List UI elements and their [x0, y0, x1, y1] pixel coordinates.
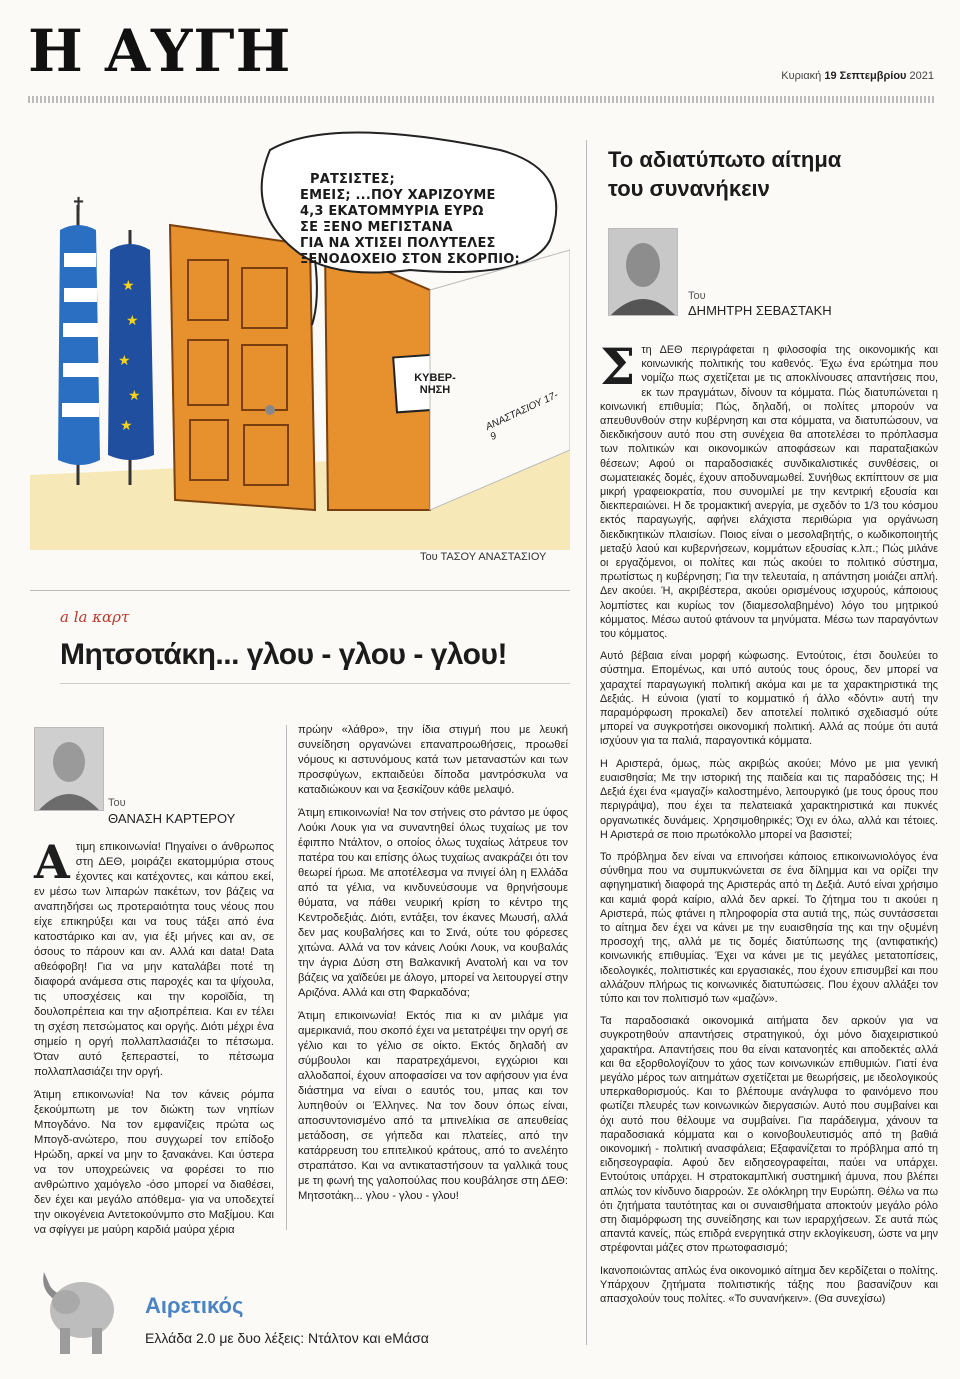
left-byline-name: ΘΑΝΑΣΗ ΚΑΡΤΕΡΟΥ [108, 811, 236, 826]
cartoon-signature: ΑΝΑΣΤΑΣΙΟΥ 17-9 [484, 389, 560, 443]
credit-name: ΤΑΣΟΥ ΑΝΑΣΤΑΣΙΟΥ [440, 551, 547, 563]
speech-line: ΡΑΤΣΙΣΤΕΣ; [310, 172, 395, 187]
speech-line: 4,3 ΕΚΑΤΟΜΜΥΡΙΑ ΕΥΡΩ [300, 204, 484, 219]
speech-line: ΣΕ ΞΕΝΟ ΜΕΓΙΣΤΑΝΑ [300, 220, 453, 235]
cartoon-speech [280, 172, 560, 268]
eu-flag [108, 244, 154, 460]
paragraph: Αυτό βέβαια είναι μορφή κώφωσης. Εντούτοις, έτσι δουλεύει το σύστημα. Επομένως, και υπό αυτούς τους όρους, δεν μπορεί να χαραχτεί παραγωγική πολιτική ακόμα και με τα χαρακτηριστικά της Δεξιάς. Η εύνοια (γιατί το κομματικό ή άλλο «δόντι» αυτή την παραμόρφωση προκαλεί) δεν αποτελεί πολιτικό σχεδιασμό ούτε μπορεί να συγκροτήσει οικονομική πολιτική. Αλλά ας πούμε ότι αυτά ισχύουν για τα παλιά, παραγοντικά κόμματα. [600, 650, 938, 748]
left-column-divider [286, 725, 287, 1230]
right-byline-name: ΔΗΜΗΤΡΗ ΣΕΒΑΣΤΑΚΗ [688, 303, 832, 318]
left-dropcap: Α [34, 835, 70, 889]
paragraph: Ικανοποιώντας απλώς ένα οικονομικό αίτημα δεν κερδίζεται ο πολίτης. Υπάρχουν ζητήματα πολιτιστικής τάξης που βασανίζουν και απασχολούν τους πολίτες. «Το συνανήκειν». (Θα συνεχίσω) [600, 1264, 938, 1305]
paragraph: Άτιμη επικοινωνία! Να τον κάνεις ρόμπα ξεκούμπωτη με τον διώκτη των νηπίων Μπογδάνο. Να τον εμφανίζεις πρώτα ως Μπογδ-ανώτερο, που συγχωρεί τον επίδοξο Ηρώδη, αρκεί να μην το ξανακάνει. Και ύστερα να τον υποχρεώνεις να φορέσει το πιο ανθρώπινο χαμόγελο -όσο μπορεί να διαθέσει, δεν έχει και μεγάλο απόθεμα- για να υποδεχτεί την οικογένεια Αντετοκούνμπο στο Μαξίμου. Και να σφίγγει με μαύρη καρδιά μαύρα χέρια [34, 1089, 274, 1236]
right-headline-line1: Το αδιατύπωτο αίτημα [608, 147, 842, 172]
greek-flag [58, 225, 100, 465]
column-kicker: a la καρτ [60, 608, 130, 626]
svg-text:✝: ✝ [71, 194, 87, 215]
right-headline-line2: του συνανήκειν [608, 176, 770, 201]
speech-line: ΞΕΝΟΔΟΧΕΙΟ ΣΤΟΝ ΣΚΟΡΠΙΟ; [300, 252, 520, 267]
svg-text:★: ★ [122, 278, 135, 294]
paragraph: τη ΔΕΘ περιγράφεται η φιλοσοφία της οικονομικής και κοινωνικής πολιτικής του καθενός. Έχω ένα ερώτημα που νομίζω πως σχετίζεται με τις αποκλίνουσες απαντήσεις που, εκ των πραγμάτων, δίνουν τα κόμματα. Πώς διατυπώνεται η κοινωνική επιθυμία; Πώς, δηλαδή, οι πολίτες μπορούν να απευθυνθούν στην κυβέρνηση και στα κόμματα, να διατυπώσουν, να διεκδικήσουν αυτό που στη συνέχεια θα αποτελέσει το πρόπλασμα των πολιτικών και οικονομικών αποφάσεων και παραταξιακών θέσεων; Αφού οι παραδοσιακές συνδικαλιστικές συνθέσεις, οι σωματειακές δομές, έχουν αποδυναμωθεί. Συνήθως εκπίπτουν σε μια μικρή γραφειοκρατία, που συνομιλεί με την κεντρική εξουσία και διεκπεραιώνει. Η δε τρομακτική ανεργία, με σχεδόν το 1/3 του κόσμου εκτός παραγωγής, αφήνει ελάχιστα περιθώρια για οργάνωση διεκδικητικών πλαισίων. Ποιος είναι ο μεσολαβητής, ο κωδικοποιητής μεταξύ λαού και κυβερνήσεων, κομμάτων εξουσίας κ.λπ.; Πώς μιλάνε οι εργαζόμενοι, οι πολίτες και πώς ακούει το πολιτικό σύστημα, πρωτίστως η κυβέρνηση; Για την τελευταία, η απάντηση μοιάζει απλή. Δεν ακούει. Ή, ακριβέστερα, ακούει ορισμένους ισχυρούς, κάποιους λομπίστες και κυρίως τον (διαμεσολαβημένο) λόγο του μητρικού κόμματος. Μέσω αυτού φτάνουν τα μηνύματα. Μέσω των παραγόντων του κόμματος. [600, 344, 938, 641]
rhino-icon [30, 1250, 125, 1360]
left-article-col1 [34, 835, 274, 1246]
masthead-title: Η ΑΥΓΗ [28, 17, 292, 85]
speech-line: ΕΜΕΙΣ; ...ΠΟΥ ΧΑΡΙΖΟΥΜΕ [300, 188, 496, 203]
paragraph: Το πρόβλημα δεν είναι να επινοήσει κάποιος επικοινωνιολόγος ένα σύνθημα που να συμπυκνώνεται σε ένα δίλημμα και να ορίζει την αφηγηματική διαφορά της Αριστεράς από τη Δεξιά. Αυτό είναι χρήσιμο και καμιά φορά καίριο, αλλά δεν αρκεί. Το ζήτημα του τι ακούει η Αριστερά, πώς φτάνει η πληροφορία στα αυτιά της, πώς συντάσσεται το αίτημα δεν έχει να κάνει με την ευαισθησία της και την οξυμένη προσοχή της, αλλά με τις δομές διατύπωσης της (αντιφατικής) κοινωνικής επιθυμίας. Έχει να κάνει με τις μεγάλες μετατοπίσεις, ιδεολογικές, πολιτιστικές και εργασιακές, που έχουν επισυμβεί και που αλλάζουν πλήρως τις κοινωνικές διατυπώσεις. Που έχουν αλλάξει τον τύπο και τον πολιτισμό των «μαζών». [600, 850, 938, 1005]
column-divider [586, 140, 587, 1345]
svg-text:★: ★ [128, 388, 141, 404]
right-article-body [600, 337, 938, 1314]
date-year: 2021 [909, 70, 934, 82]
cartoon-plaque-text: ΚΥΒΕΡ-ΝΗΣΗ [414, 372, 456, 396]
paragraph: Η Αριστερά, όμως, πώς ακριβώς ακούει; Μόνο με μια γενική ευαισθησία; Με την ιστορική της παιδεία και τις παραδόσεις της; Η Δεξιά έχει ένα «μαγαζί» καλοστημένο, λειτουργικό (με τους όρους που περιγράψα), που έχει τα πελατειακά χαρακτηριστικά και πυκνές οργανωτικές δυνάμεις. Χρησιμοθηρικές; Όχι εν όλω, αλλά και τέτοιες. Η Αριστερά σε ποιο πρωτόκολλο μπορεί να βασιστεί; [600, 757, 938, 841]
svg-text:★: ★ [126, 313, 139, 329]
left-article-col2 [298, 723, 568, 1212]
paragraph: Άτιμη επικοινωνία! Εκτός πια κι αν μιλάμε για αμερικανιά, που σκοπό έχει να μετατρέψει την οργή σε γέλιο και το γέλιο σε οίκτο. Εκτός δηλαδή αν σύμβουλοι και παρατρεχάμενοι, εγχώριοι και αλλοδαποί, έχουν αποφασίσει να τον αφήσουν για ένα διάστημα να είναι ο εαυτός του, μπας και τον λυπηθούν οι Έλληνες. Να τον δουν όπως είναι, αποσυντονισμένο από τα μπινελίκια σε απευθείας μετάδοση, σε γήπεδα και πλατείες, από την κατάρρευση του επιτελικού κράτους, από το ανελέητο στραπάτσο. Και να αντικαταστήσουν τα γαλλικά τους με τη φωνή της γαλοπούλας που κουβάλησε στη ΔΕΘ: Μητσοτάκη... γλου - γλου - γλου! [298, 1010, 568, 1202]
airetikos-title: Αιρετικός [145, 1293, 244, 1318]
section-rule [30, 590, 570, 591]
headline-rule [60, 683, 570, 684]
credit-prefix: Του [420, 551, 438, 563]
date-prefix: Κυριακή [781, 70, 822, 82]
date-main: 19 Σεπτεμβρίου [824, 70, 907, 82]
paragraph: Άτιμη επικοινωνία! Να τον στήνεις στο ράντσο με ύφος Λούκι Λουκ για να συναντηθεί όλως τυχαίως με τον έφιππο Ντάλτον, ο οποίος όλως τυχαίως λάτρευε τον πατέρα του και επίσης όλως τυχαίως ανακράζει ότι τον θεωρεί ήρωα. Με αποτέλεσμα να πνιγεί όλη η Ελλάδα από τα γέλια, να κινδυνεύσουμε να θρηνήσουμε θύματα, να πάθει νευρική κρίση το κέντρο της Κεντροδεξιάς. Διότι, εντάξει, τον έκανες Μωυσή, αλλά δεν μας κουβαλήσες και το Σινά, ούτε του φόρεσες χιτώνα. Αλλά να τον κάνεις Λούκι Λουκ, να κουβαλάς την άγρια Δύση στη Βαλκανική Ανατολή και να τον βάζεις να χαϊδεύει με άλογο, μπορεί να λειτουργεί στην Αριζόνα. Αλλά και στη Φαρκαδόνα; [298, 807, 568, 999]
svg-text:★: ★ [118, 353, 131, 369]
paragraph: Τα παραδοσιακά οικονομικά αιτήματα δεν αρκούν για να συγκροτηθούν απαντήσεις στρατηγικού, όχι μόνο διαχειριστικού χαρακτήρα. Απαντήσεις που θα είναι κατανοητές και αποδεκτές αλλά και θα εξορθολογίζουν το χάος των κοινωνικών επιθυμιών. Γιατί ένα μεγάλο μέρος των αιτημάτων σχετίζεται με θεωρήσεις, με ιδεολογικούς υπερκαθορισμούς. Και το βλέπουμε ανάγλυφα το φαινόμενο που φωτίζει πλευρές των κοινωνικών διεργασιών. Αυτό που συμβαίνει και όχι αυτό που θέλουμε να συμβαίνει. Για παράδειγμα, χάνουν τα παραδοσιακά κόμματα και ο κοινοβουλευτισμός από τη βαθιά οικονομική - πολιτική ανασφάλεια; Εξαφανίζεται το πρόβλημα από τη ειδησεογραφία. Αφού δεν ειδησεογραφείται, παύει να υπάρχει. Εντούτοις υπάρχει. Η στρατοκαμπλική συστημική άμυνα, που βλέπει απλώς τον κίνδυνο διαρροών. Σε ολόκληρη την Ευρώπη. Θέλω να πω ότι ζητήματα ταυτότητας και οι συναισθήματα αποκτούν μεγάλο ρόλο στη διαμόρφωση της συνείδησης και των ιεραρχήσεων. Σε αυτά πώς απαντά κανείς, πώς επιδρά ενεργητικά στην εκλογίκευση, ώστε να μην στρέφονται μάζες στον πρωτοφασισμό; [600, 1015, 938, 1255]
cartoon [30, 120, 570, 550]
right-headline [608, 145, 928, 203]
left-headline: Μητσοτάκη... γλου - γλου - γλου! [60, 638, 507, 671]
paragraph: τιμη επικοινωνία! Πηγαίνει ο άνθρωπος στη ΔΕΘ, μοιράζει εκατομμύρια στους έχοντες και κατέχοντες, και κάπου εκεί, εν μέσω των λιπαρών πακέτων, τον βάζεις να αναπηδήσει ως προτεραιότητα τους νέους που είχε επικηρύξει και να τους τάξει από ένα κατοστάρικο και αν, για έξι μήνες και αν, σε όσους το πάρουν και αν. Αλλά και data! Data αθεόφοβη! Για να μην καταλάβει ποτέ τη διαφορά ανάμεσα στις παροχές και τα ψίχουλα, τις υποσχέσεις και την κοροϊδία, τη δουλοπρέπεια και την αξιοπρέπεια. Και εν τέλει τη σχέση πετσώματος και οργής. Διότι μέχρι ένα σημείο η οργή πολλαπλασιάζει το πέτσωμα. Όταν αυτό ξεπεραστεί, το πέτσωμα πολλαπλασιάζει την οργή. [34, 841, 274, 1078]
airetikos-subtitle: Ελλάδα 2.0 με δυο λέξεις: Ντάλτον και eΜάσα [145, 1330, 429, 1346]
left-byline-prefix: Του [108, 797, 126, 809]
paragraph: πρώην «λάθρο», την ίδια στιγμή που με λευκή συνείδηση οργανώνει επαναπροωθήσεις, προωθεί νόμους κι αστυνόμους κατά των μεταναστών και των προσφύγων, εκπαιδεύει δίποδα μαντρόσκυλα να καταδιώκουν και να ξεσκίζουν κάθε μελαψό. [298, 724, 568, 796]
right-byline-prefix: Του [688, 290, 706, 302]
svg-text:★: ★ [120, 418, 133, 434]
cartoon-credit [420, 551, 546, 563]
author-photo [34, 727, 104, 811]
dateline [781, 70, 934, 82]
speech-line: ΓΙΑ ΝΑ ΧΤΙΣΕΙ ΠΟΛΥΤΕΛΕΣ [300, 236, 496, 251]
masthead-rule [28, 96, 934, 103]
right-dropcap: Σ [600, 337, 636, 396]
author-photo [608, 228, 678, 316]
